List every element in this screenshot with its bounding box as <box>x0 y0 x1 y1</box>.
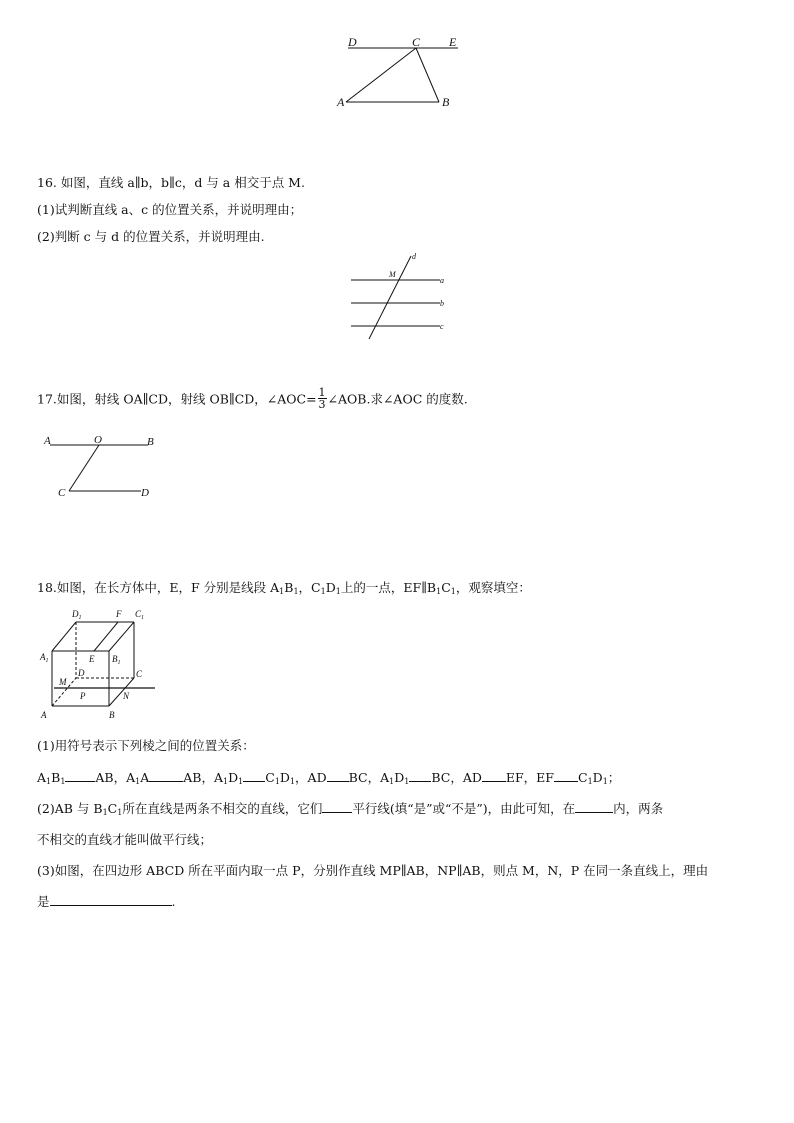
label-B: B <box>442 95 450 109</box>
label-B: B <box>147 436 154 448</box>
blank-10[interactable] <box>50 893 172 906</box>
label-D: D <box>348 35 357 49</box>
p1-b1: 1 <box>60 777 66 786</box>
line-d <box>369 256 411 339</box>
edge-BC <box>109 678 134 706</box>
p1-m: EF，EF <box>505 770 554 785</box>
label-d: d <box>412 252 416 261</box>
label-M: M <box>59 677 67 687</box>
label-P: P <box>80 691 86 701</box>
p2-b: C <box>107 801 118 816</box>
frac-den: 3 <box>318 398 326 411</box>
q17-stem-before: 17.如图，射线 OA∥CD，射线 OB∥CD，∠AOC= <box>37 391 317 407</box>
p1-i: ，AD <box>295 770 327 785</box>
p1-k1: 1 <box>404 777 410 786</box>
p1-h: D <box>279 770 290 785</box>
p1-n: C <box>577 770 588 785</box>
q18-stem <box>37 578 531 596</box>
blank-1[interactable] <box>65 769 95 782</box>
label-C: C <box>136 669 143 679</box>
p2-a: (2)AB 与 B <box>37 801 103 816</box>
blank-9[interactable] <box>575 800 613 813</box>
p1-n1: 1 <box>587 777 593 786</box>
figure-18-cuboid <box>38 605 168 725</box>
blank-3[interactable] <box>243 769 265 782</box>
q18-part3-line2 <box>37 892 176 910</box>
q17-stem <box>37 387 468 410</box>
p1-a: A <box>37 770 47 785</box>
q17-stem-after: ∠AOB.求∠AOC 的度数. <box>327 391 468 407</box>
blank-8[interactable] <box>322 800 352 813</box>
blank-7[interactable] <box>554 769 578 782</box>
label-D: D <box>141 487 149 499</box>
q18-part1-title: (1)用符号表示下列棱之间的位置关系： <box>37 738 255 753</box>
label-A: A <box>44 435 51 447</box>
label-C1: $C_1$ <box>135 609 145 621</box>
p1-h1: 1 <box>289 777 296 786</box>
label-A: A <box>337 95 345 109</box>
stem-t4: D <box>325 580 336 595</box>
label-D1: $D_1$ <box>72 609 82 621</box>
p1-a1: 1 <box>46 777 52 786</box>
stem-t3: ，C <box>298 580 321 595</box>
stem-s5: 1 <box>436 587 442 596</box>
label-C: C <box>58 487 66 499</box>
stem-t5: 上的一点，EF∥B <box>340 580 437 595</box>
segment-OC <box>69 445 99 491</box>
p1-c: AB，A <box>95 770 136 785</box>
p1-p: ； <box>607 770 621 785</box>
label-D: D <box>78 668 85 678</box>
q16-stem: 16. 如图，直线 a∥b，b∥c，d 与 a 相交于点 M. <box>37 175 305 190</box>
figure-16-parallel-lines <box>345 250 455 345</box>
label-N: N <box>123 691 130 701</box>
segment-CB <box>416 48 439 102</box>
p1-o1: 1 <box>602 777 608 786</box>
p3-a: 是 <box>37 894 50 909</box>
stem-s2: 1 <box>293 587 299 596</box>
p1-g: C <box>265 770 275 785</box>
stem-s3: 1 <box>320 587 326 596</box>
frac-num: 1 <box>318 386 326 399</box>
label-A: A <box>41 710 47 720</box>
p2-b1: 1 <box>117 808 123 817</box>
label-E: E <box>449 35 457 49</box>
p1-k: D <box>394 770 405 785</box>
q16-part2: (2)判断 c 与 d 的位置关系，并说明理由. <box>37 229 265 244</box>
p1-l: BC，AD <box>431 770 482 785</box>
p2-c: 所在直线是两条不相交的直线，它们 <box>122 801 323 816</box>
label-c: c <box>440 322 444 331</box>
segment-EF <box>94 622 118 651</box>
stem-t1: 18.如图，在长方体中，E，F 分别是线段 A <box>37 580 280 595</box>
p1-d: A <box>140 770 150 785</box>
stem-t2: B <box>284 580 294 595</box>
stem-t6: C <box>441 580 451 595</box>
p1-j: BC，A <box>348 770 390 785</box>
figure-17-rays <box>40 430 170 505</box>
p1-e: AB，A <box>183 770 224 785</box>
blank-2[interactable] <box>149 769 183 782</box>
label-E: E <box>89 654 95 664</box>
figure-15-triangle <box>330 30 470 120</box>
label-B1: $B_1$ <box>112 654 121 666</box>
p2-e: 内，两条 <box>613 801 664 816</box>
stem-s4: 1 <box>335 587 341 596</box>
p1-e1: 1 <box>223 777 229 786</box>
stem-s6: 1 <box>450 587 456 596</box>
stem-s1: 1 <box>279 587 285 596</box>
segment-AC <box>346 48 416 102</box>
p1-o: D <box>592 770 603 785</box>
label-C: C <box>412 35 421 49</box>
fraction-one-third <box>318 387 327 410</box>
p2-a1: 1 <box>102 808 108 817</box>
p1-g1: 1 <box>274 777 280 786</box>
label-M: M <box>389 270 396 279</box>
blank-4[interactable] <box>327 769 349 782</box>
stem-t7: ，观察填空： <box>455 580 531 595</box>
label-B: B <box>109 710 115 720</box>
p1-f: D <box>228 770 239 785</box>
label-A1: $A_1$ <box>40 652 49 664</box>
q18-part2-line2: 不相交的直线才能叫做平行线； <box>37 832 213 847</box>
q18-part1-blanks <box>37 768 620 786</box>
label-a: a <box>440 276 444 285</box>
p2-d: 平行线(填“是”或“不是”)，由此可知，在 <box>352 801 576 816</box>
q16-part1: (1)试判断直线 a、c 的位置关系，并说明理由； <box>37 202 303 217</box>
p1-c1: 1 <box>135 777 141 786</box>
label-b: b <box>440 299 444 308</box>
blank-6[interactable] <box>482 769 506 782</box>
p1-j1: 1 <box>389 777 395 786</box>
label-F: F <box>116 609 122 619</box>
edge-A1D1 <box>52 622 76 651</box>
p1-f1: 1 <box>238 777 244 786</box>
blank-5[interactable] <box>409 769 431 782</box>
label-O: O <box>94 434 102 446</box>
p3-b: . <box>171 894 176 909</box>
edge-B1C1 <box>109 622 134 651</box>
p1-b: B <box>51 770 61 785</box>
q18-part3-line1: (3)如图，在四边形 ABCD 所在平面内取一点 P，分别作直线 MP∥AB，NP∥AB，则点 M，N，P 在同一条直线上，理由 <box>37 863 709 878</box>
q18-part2-line1 <box>37 799 663 817</box>
